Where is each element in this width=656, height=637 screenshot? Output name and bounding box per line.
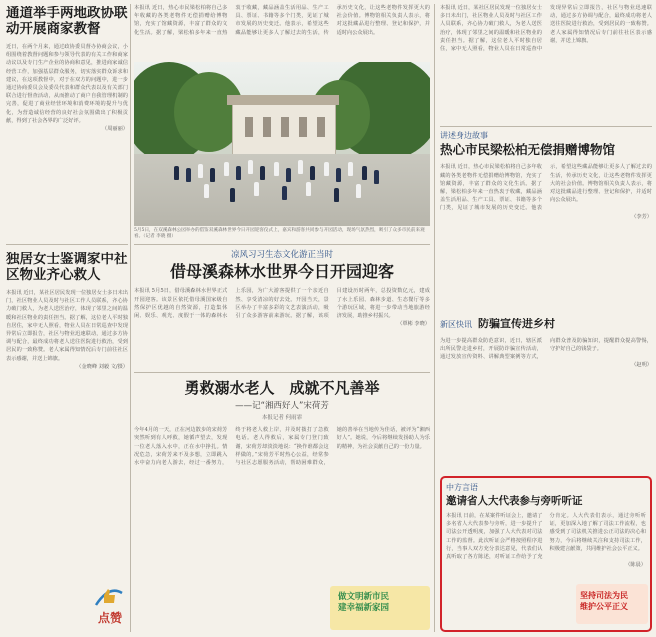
photo-caption: 5月5日，在双溪森林公园举办的借鉴双溪森林世界今日开园迎客仪式上，嘉宾和游客共同参与开园活动，现场气氛热烈，吸引了众多市民前来观看。（记者 李晓 摄）	[134, 228, 425, 239]
justice-banner-text: 坚持司法为民 维护公平正义	[580, 591, 628, 611]
article-body: 今年4月的一天，正在河边散步的宋荷芳突然听到有人呼救，她循声望去，发现一位老人落入水中，正在水中挣扎。情况危急，宋荷芳来不及多想，立即跳入水中奋力向老人游去，经过一番努力，终于将老人救上岸，并及时拨打了急救电话。老人得救后，家属专门登门致谢，宋荷芳却淡淡地说：“换作谁都会这样做的。”宋荷芳平时热心公益，经常参与社区志愿服务活动，帮助困难群众，她的善举在当地传为佳话，被评为“湘西好人”。她说，今后将继续发扬助人为乐的精神，为社会贡献自己的一份力量。	[134, 427, 430, 467]
article-headline: 勇救溺水老人 成就不凡善举	[184, 379, 380, 397]
article-kicker: 凉风习习生态文化游正当时	[230, 250, 333, 260]
divider	[134, 244, 430, 245]
article-signature: （赵明）	[631, 362, 652, 369]
article-body: 近日，在两个月来，通过政协委员督办协商会议，小组围绕着教督问题和参与领导代表的有关工作和商家动议以及专门生产企业的协商和意见，推进商家诚信经营工作，加强基层群众服务，切实落实群众诉求和建议，在这项教督中，对于在双方的问题中，进一步通过协商委员会及委员代表和群众代表以及有关部门联合进行督查活动，从而推动了商户自我管理机制的完善，促进了商业经营环境和消费环境的提升与优化，为营造诚信经营的良好社会氛围做出了积极贡献，得到了社会各界的广泛好评。	[6, 44, 128, 124]
article-headline: 防骗宣传进乡村	[478, 318, 555, 330]
divider	[434, 4, 435, 632]
article-subhead: ——记“湘西好人”宋荷芳	[235, 401, 329, 412]
divider	[6, 244, 128, 245]
like-logo	[94, 583, 132, 627]
article-body: 本报讯 日前，在某案件听证会上，邀请了多名省人大代表参与旁听，进一步提升了司法公开透明度，加强了人大代表对司法工作的监督。此次听证会严格按照程序进行，当事人双方充分表达意见，代表们认真听取了各方陈述，对听证工作给予了充分肯定。人大代表们表示，通过旁听听证，更加深入地了解了司法工作流程，也感受到了司法机关推进公正司法的决心和努力，今后将继续关注和支持司法工作，积极建言献策，共同维护社会公平正义。	[446, 513, 646, 561]
article-kicker: 新区快讯	[440, 320, 472, 329]
divider	[130, 4, 131, 632]
article-signature: （金晓峰 刘毅 文/摄）	[76, 363, 128, 370]
thumbs-up-icon	[94, 583, 124, 607]
article-headline: 借母溪森林水世界今日开园迎客	[169, 262, 394, 281]
article-headline: 邀请省人大代表参与旁听听证	[446, 495, 583, 507]
article-body: 为进一步提高群众防范意识，近日，辖区派出所民警走进乡村，开展防诈骗宣传活动，通过发放宣传资料、讲解典型案例等方式，向群众普及防骗知识，提醒群众提高警惕，守护好自己的钱袋子。	[440, 337, 652, 361]
article-body: 本报讯 近日，某社区居民发现一位独居女士多日未出门，社区物业人员及时与社区工作人员联系，齐心协力破门救人，为老人送医治疗，体现了邻里之间的温暖和社区物业的责任担当。据了解，这位老人平时独自居住，家中无人照看，物业人员在日常巡查中发现异常后立即报告，社区与物业迅速联动，通过多方协调与配合，最终成功将老人送往医院进行救治，受到居民的一致称赞。老人家属得知情况后专门前往社区表示感谢，并送上锦旗。	[6, 290, 128, 362]
article-headline: 通道举手两地政协联动开展商家教督	[6, 6, 128, 37]
article-body: 本报讯 近日，热心市民梁松柏将自己多年收藏的各类老物件无偿捐赠给博物馆，充实了馆藏资源，丰富了群众的文化生活。据了解，梁松柏多年来一直热衷于收藏，藏品涵盖生活用品、生产工具、票证、书籍等多个门类，见证了城市发展的历史变迁。他表示，希望这些藏品能够让更多人了解过去的生活，传承历史文化，让这些老物件发挥更大的社会价值。博物馆相关负责人表示，将对这批藏品进行整理、登记和保护，并适时向公众展出。	[440, 164, 652, 212]
article-signature: （李芳）	[631, 213, 652, 220]
article-headline: 独居女士鉴调家中社区物业齐心救人	[6, 252, 128, 283]
civility-banner	[330, 586, 430, 630]
column-1-bottom-article	[6, 252, 128, 578]
justice-banner	[576, 584, 648, 624]
article-body: 本报讯 近日，热心市民梁松柏将自己多年收藏的各类老物件无偿捐赠给博物馆，充实了馆藏资源，丰富了群众的文化生活。据了解，梁松柏多年来一直热衷于收藏，藏品涵盖生活用品、生产工具、票证、书籍等多个门类，见证了城市发展的历史变迁。他表示，希望这些藏品能够让更多人了解过去的生活，传承历史文化，让这些老物件发挥更大的社会价值。博物馆相关负责人表示，将对这批藏品进行整理、登记和保护，并适时向公众展出。	[134, 5, 430, 36]
article-signature: （陈晨）	[625, 562, 646, 569]
forest-park-article	[134, 248, 430, 368]
article-kicker: 中方言语	[446, 483, 478, 492]
divider	[134, 372, 430, 373]
like-logo-text: 点赞	[98, 611, 123, 625]
top-text-strip	[134, 4, 430, 58]
civility-banner-text: 做文明新市民 建幸福新家园	[338, 592, 390, 613]
article-signature: （周丽丽）	[102, 126, 128, 133]
divider	[440, 126, 652, 127]
rescue-article	[134, 376, 430, 584]
article-byline: 本报记者 何雨霏	[261, 415, 303, 422]
news-photo	[134, 62, 430, 226]
article-body: 本报讯 近日，某社区居民发现一位独居女士多日未出门，社区物业人员及时与社区工作人员联系，齐心协力破门救人，为老人送医治疗，体现了邻里之间的温暖和社区物业的责任担当。据了解，这位老人平时独自居住，家中无人照看，物业人员在日常巡查中发现异常后立即报告，社区与物业迅速联动，通过多方协调与配合，最终成功将老人送往医院进行救治，受到居民的一致称赞。老人家属得知情况后专门前往社区表示感谢，并送上锦旗。	[440, 5, 652, 53]
column-1-top-article	[6, 6, 128, 240]
column-4-top-text	[440, 4, 652, 122]
article-body: 本报讯 5月5日，借母溪森林水世界正式开园迎客。该景区依托借母溪国家级自然保护区优越的自然资源，打造集休闲、娱乐、观光、度假于一体的森林水上乐园，为广大游客提供了一个亲近自然、享受清凉的好去处。开园当天，景区举办了丰富多彩的文艺表演活动，吸引了众多游客前来游玩。据了解，该项目建设历时两年，总投资数亿元，建成了水上乐园、森林步道、生态餐厅等多个游玩区域，将进一步带动当地旅游经济发展，助推乡村振兴。	[134, 288, 430, 319]
anti-fraud-article	[440, 318, 652, 468]
article-kicker: 讲述身边故事	[440, 131, 488, 140]
article-headline: 热心市民梁松柏无偿捐赠博物馆	[440, 142, 616, 157]
museum-article	[440, 130, 652, 306]
article-signature: （覃彬 李晓）	[397, 321, 430, 328]
